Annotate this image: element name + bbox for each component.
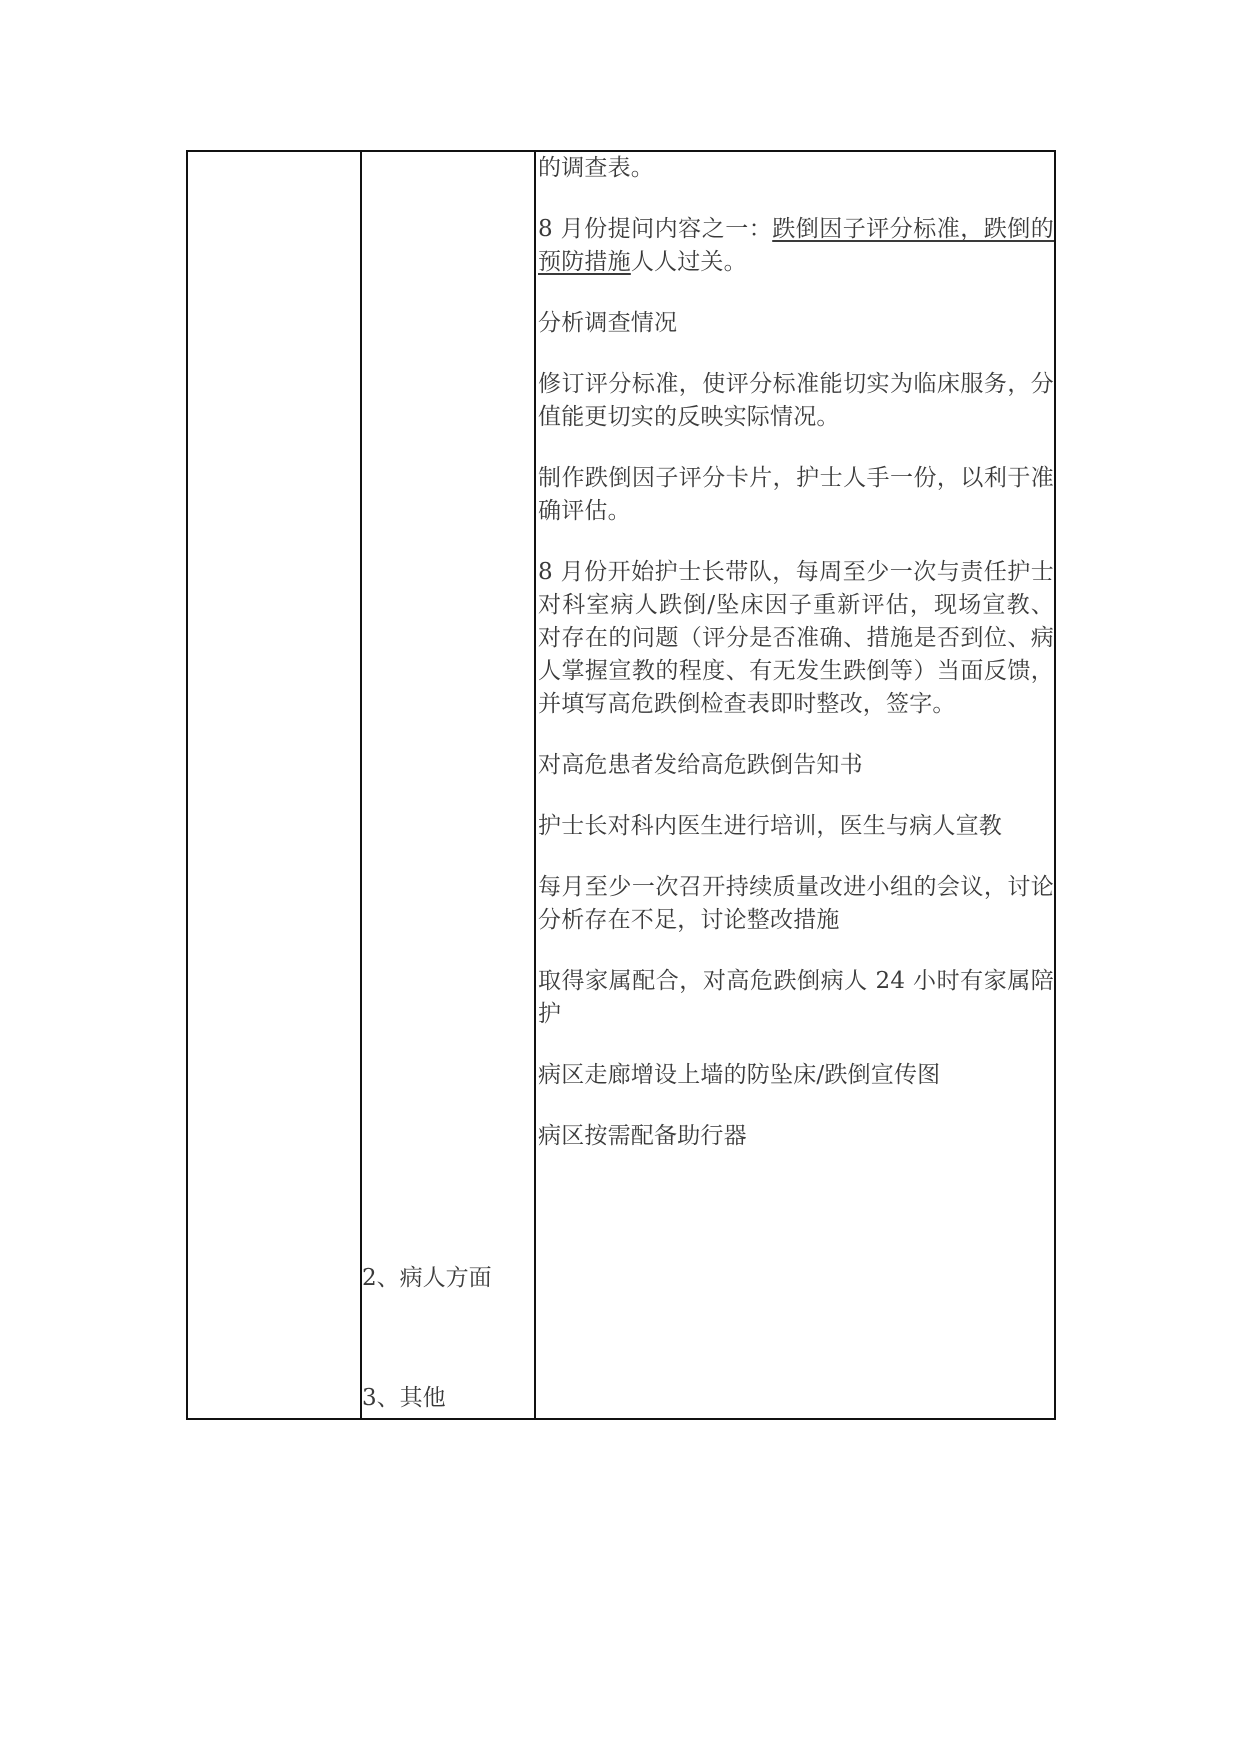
item-other: 3、其他	[362, 1385, 446, 1411]
paragraph-wall-posters: 病区走廊增设上墙的防坠床/跌倒宣传图	[538, 1062, 941, 1088]
paragraph-family-cooperation: 取得家属配合，对高危跌倒病人 24 小时有家属陪护	[538, 968, 1054, 1027]
paragraph-revise-standard: 修订评分标准，使评分标准能切实为临床服务，分值能更切实的反映实际情况。	[538, 371, 1054, 430]
paragraph-monthly-meeting: 每月至少一次召开持续质量改进小组的会议，讨论分析存在不足，讨论整改措施	[538, 874, 1054, 933]
paragraph-august-questions	[538, 213, 1054, 279]
paragraph-doctor-training: 护士长对科内医生进行培训，医生与病人宣教	[538, 813, 1002, 839]
paragraph-survey-table: 的调查表。	[538, 155, 654, 181]
august-questions-prefix: 8 月份提问内容之一：	[538, 216, 773, 242]
paragraph-head-nurse-rounds: 8 月份开始护士长带队，每周至少一次与责任护士对科室病人跌倒/坠床因子重新评估，现场宣教、对存在的问题（评分是否准确、措施是否到位、病人掌握宣教的程度、有无发生跌倒等）当面反馈，并填写高危跌倒检查表即时整改，签字。	[538, 559, 1054, 717]
item-patient-aspect: 2、病人方面	[362, 1265, 492, 1291]
document-table	[186, 150, 1056, 1420]
august-questions-suffix: 人人过关。	[630, 249, 747, 275]
paragraph-score-card: 制作跌倒因子评分卡片，护士人手一份，以利于准确评估。	[538, 465, 1054, 524]
august-questions-underlined: 跌倒因子评分标准，跌倒的预防措施	[538, 216, 1054, 275]
paragraph-analyze-survey: 分析调查情况	[538, 310, 678, 336]
table-column-1	[188, 152, 362, 1418]
table-column-3	[536, 152, 1054, 1418]
paragraph-walking-aids: 病区按需配备助行器	[538, 1123, 747, 1149]
paragraph-risk-notice: 对高危患者发给高危跌倒告知书	[538, 752, 863, 778]
table-column-2	[362, 152, 536, 1418]
